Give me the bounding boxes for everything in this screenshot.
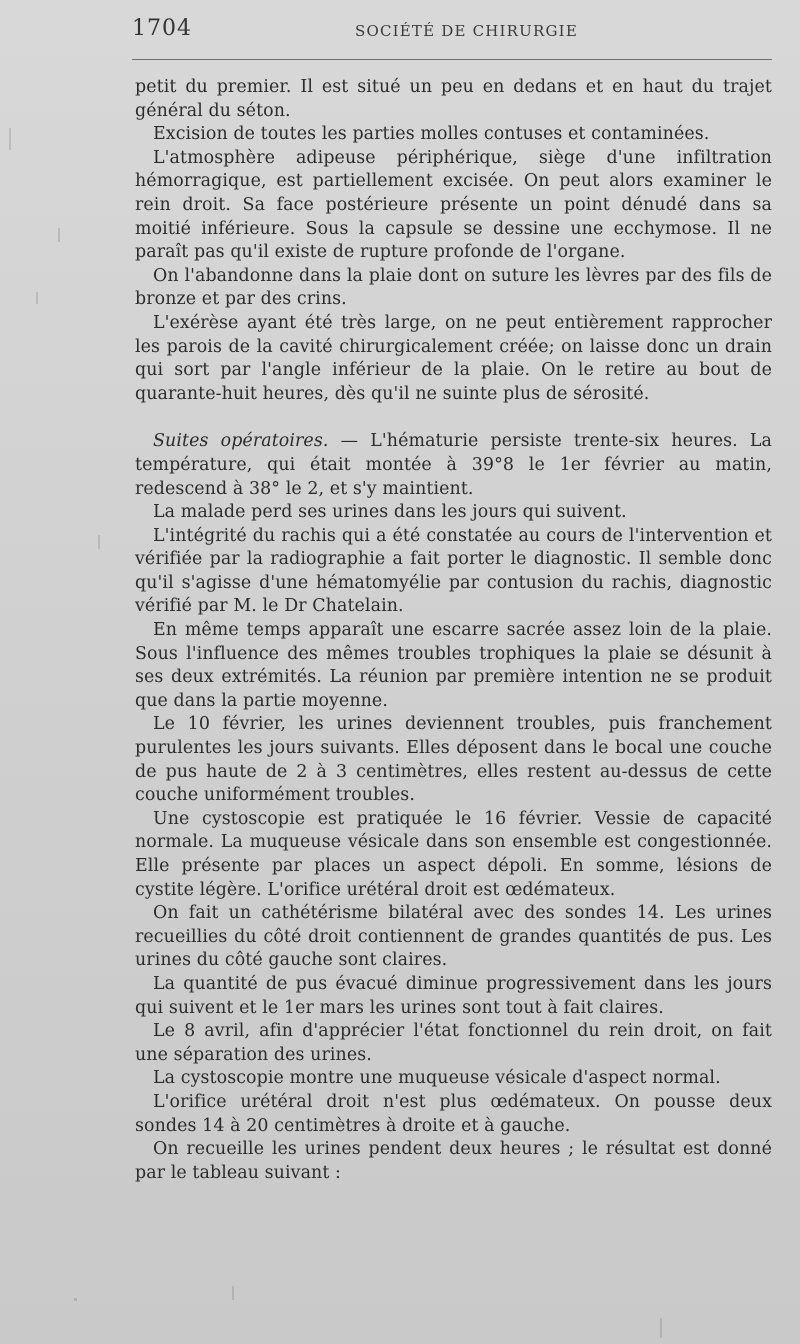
paper-speck: [232, 1286, 234, 1300]
paragraph: La cystoscopie montre une muqueuse vésicale d'aspect normal.: [153, 1068, 721, 1089]
paragraph: La malade perd ses urines dans les jours qui suivent.: [153, 502, 627, 523]
section-heading: Suites opératoires.: [153, 431, 329, 452]
suites-operatoires-paragraph: [135, 430, 772, 501]
paragraph: Le 10 février, les urines deviennent troubles, puis franchement purulentes les jours suivants. Elles déposent dans le bocal une couche de pus haute de 2 à 3 centimètres, elles restent au-dessus de cette couche uniformément troubles.: [135, 714, 772, 806]
body-text: [135, 76, 772, 1185]
paragraph: La quantité de pus évacué diminue progressivement dans les jours qui suivent et le 1er mars les urines sont tout à fait claires.: [135, 973, 772, 1018]
paragraph: Le 8 avril, afin d'apprécier l'état fonctionnel du rein droit, on fait une séparation des urines.: [135, 1021, 772, 1065]
paper-speck: [98, 535, 100, 549]
section-text: — L'hématurie persiste trente-six heures. La température, qui était montée à 39°8 le 1er février au matin, redescend à 38° le 2, et s'y maintient.: [135, 431, 772, 499]
paragraph: L'orifice urétéral droit n'est plus œdémateux. On pousse deux sondes 14 à 20 centimètres à droite et à gauche.: [135, 1091, 772, 1136]
paragraph: Une cystoscopie est pratiquée le 16 février. Vessie de capacité normale. La muqueuse vésicale dans son ensemble est congestionnée. Elle présente par places un aspect dépoli. En somme, lésions de cystite légère. L'orifice urétéral droit est œdémateux.: [135, 808, 772, 900]
paper-speck: [9, 128, 11, 150]
paragraph: petit du premier. Il est situé un peu en dedans et en haut du trajet général du séton.: [135, 77, 772, 121]
paragraph: L'intégrité du rachis qui a été constatée au cours de l'intervention et vérifiée par la radiographie a fait porter le diagnostic. Il semble donc qu'il s'agisse d'une hématomyélie par contusion du rachis, diagnostic vérifié par M. le Dr Chatelain.: [135, 525, 772, 617]
section-gap: [135, 406, 772, 430]
running-head: [0, 14, 800, 50]
paragraph: En même temps apparaît une escarre sacrée assez loin de la plaie. Sous l'influence des mêmes troubles trophiques la plaie se désunit à ses deux extrémités. La réunion par première intention ne se produit que dans la partie moyenne.: [135, 620, 772, 711]
header-rule: [132, 59, 772, 60]
running-title: SOCIÉTÉ DE CHIRURGIE: [355, 22, 578, 40]
paper-speck: [58, 228, 60, 242]
paper-speck: [660, 1318, 662, 1338]
paragraph: On recueille les urines pendent deux heures ; le résultat est donné par le tableau suivant :: [135, 1139, 772, 1183]
paragraph: Excision de toutes les parties molles contuses et contaminées.: [153, 124, 710, 145]
page-number: 1704: [132, 16, 192, 41]
paper-speck: [74, 1298, 77, 1301]
paper-speck: [36, 292, 38, 304]
paragraph: On fait un cathétérisme bilatéral avec des sondes 14. Les urines recueillies du côté droit contiennent de grandes quantités de pus. Les urines du côté gauche sont claires.: [135, 903, 772, 971]
paragraph: L'atmosphère adipeuse périphérique, siège d'une infiltration hémorragique, est partiellement excisée. On peut alors examiner le rein droit. Sa face postérieure présente un point dénudé dans sa moitié inférieure. Sous la capsule se dessine une ecchymose. Il ne paraît pas qu'il existe de rupture profonde de l'organe.: [135, 147, 772, 263]
paragraph: L'exérèse ayant été très large, on ne peut entièrement rapprocher les parois de la cavité chirurgicalement créée; on laisse donc un drain qui sort par l'angle inférieur de la plaie. On le retire au bout de quarante-huit heures, dès qu'il ne suinte plus de sérosité.: [135, 312, 772, 404]
paragraph: On l'abandonne dans la plaie dont on suture les lèvres par des fils de bronze et par des crins.: [135, 265, 772, 310]
